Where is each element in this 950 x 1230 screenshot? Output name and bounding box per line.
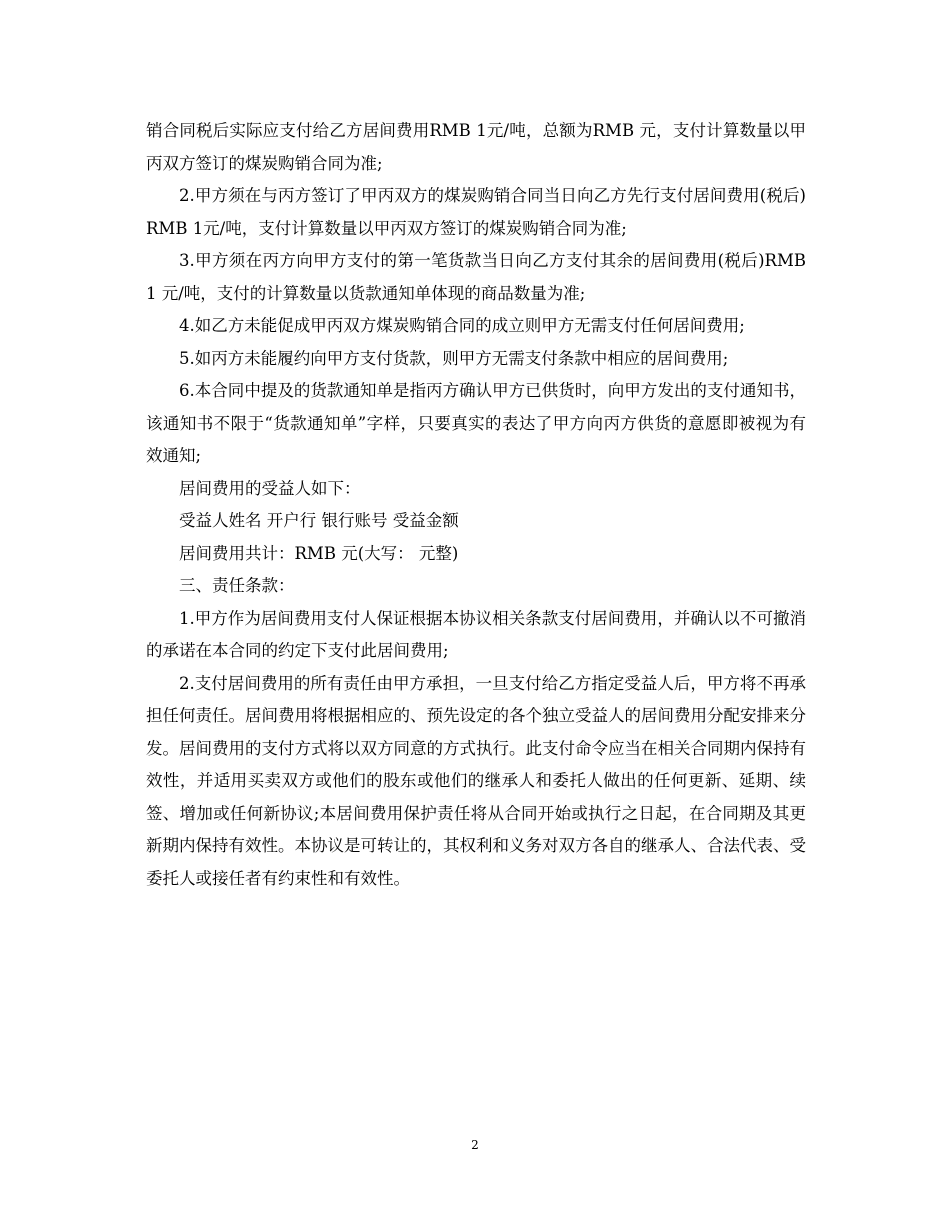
paragraph-6: 6.本合同中提及的货款通知单是指丙方确认甲方已供货时，向甲方发出的支付通知书，该通知书不限于“货款通知单”字样，只要真实的表达了甲方向丙方供货的意愿即被视为有效通知; [146, 381, 806, 465]
paragraph-5: 5.如丙方未能履约向甲方支付货款，则甲方无需支付条款中相应的居间费用; [179, 348, 729, 368]
page-number: 2 [471, 1138, 479, 1152]
paragraph-4: 4.如乙方未能促成甲丙双方煤炭购销合同的成立则甲方无需支付任何居间费用; [179, 316, 745, 335]
paragraph-3: 3.甲方须在丙方向甲方支付的第一笔货款当日向乙方支付其余的居间费用(税后)RMB 1 元/吨，支付的计算数量以货款通知单体现的商品数量为准; [146, 251, 806, 303]
liability-paragraph-2: 2.支付居间费用的所有责任由甲方承担，一旦支付给乙方指定受益人后，甲方将不再承担任何责任。居间费用将根据相应的、预先设定的各个独立受益人的居间费用分配安排来分发。居间费用的支付方式将以双方同意的方式执行。此支付命令应当在相关合同期内保持有效性，并适用买卖双方或他们的股东或他们的继承人和委托人做出的任何更新、延期、续签、增加或任何新协议;本居间费用保护责任将从合同开始或执行之日起，在合同期及其更新期内保持有效性。本协议是可转让的，其权利和义务对双方各自的继承人、合法代表、受委托人或接任者有约束性和有效性。 [146, 673, 806, 888]
liability-paragraph-1: 1.甲方作为居间费用支付人保证根据本协议相关条款支付居间费用，并确认以不可撤消的承诺在本合同的约定下支付此居间费用; [146, 608, 806, 660]
document-body [146, 115, 806, 895]
paragraph-1: 销合同税后实际应支付给乙方居间费用RMB 1元/吨，总额为RMB 元，支付计算数量以甲丙双方签订的煤炭购销合同为准; [146, 121, 806, 173]
fee-total-line: 居间费用共计：RMB 元(大写： 元整) [179, 543, 459, 563]
section-heading-liability: 三、责任条款： [179, 576, 295, 595]
paragraph-2: 2.甲方须在与丙方签订了甲丙双方的煤炭购销合同当日向乙方先行支付居间费用(税后)RMB 1元/吨，支付计算数量以甲丙双方签订的煤炭购销合同为准; [146, 186, 806, 238]
beneficiary-heading: 居间费用的受益人如下： [179, 478, 361, 498]
beneficiary-columns: 受益人姓名 开户行 银行账号 受益金额 [179, 511, 459, 530]
